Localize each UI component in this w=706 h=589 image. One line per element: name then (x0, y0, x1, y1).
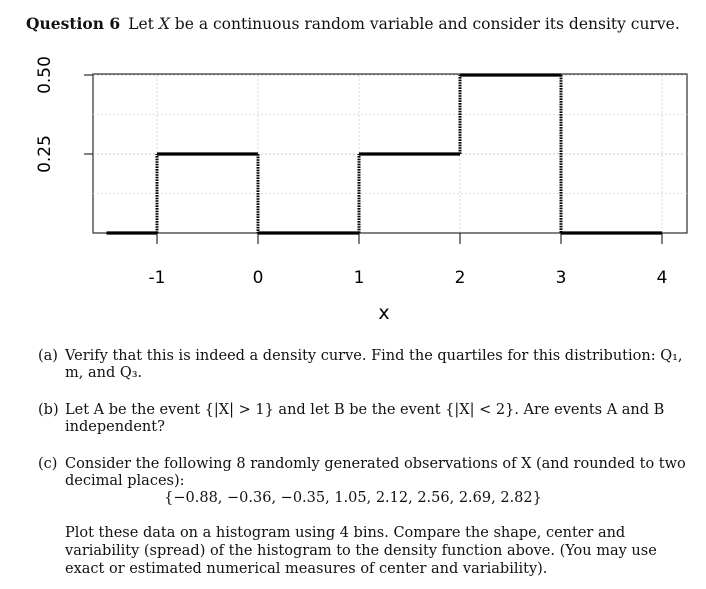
x-tick-label-3: 1 (353, 268, 365, 288)
x-tick-label-5: 3 (555, 268, 567, 288)
question-label: Question 6 (26, 14, 121, 33)
part-b-text: Let A be the event {|X| > 1} and let B be the event {|X| < 2}. Are events A and B independent? (65, 402, 665, 435)
x-tick-label-4: 2 (454, 268, 466, 288)
question-prompt-var: X (158, 15, 170, 33)
density-chart (0, 44, 706, 334)
part-a-text: Verify that this is indeed a density curve. Find the quartiles for this distribution: Q₁, m, and Q₃. (65, 348, 683, 381)
question-heading (26, 14, 680, 33)
observations-dataset: {−0.88, −0.36, −0.35, 1.05, 2.12, 2.56, 2.69, 2.82} (164, 490, 542, 506)
part-a-label: (a) (38, 348, 58, 364)
part-c-label: (c) (38, 456, 58, 472)
part-b (38, 402, 698, 436)
x-axis-label: x (378, 302, 390, 324)
part-c (38, 456, 698, 490)
part-c-instructions: Plot these data on a histogram using 4 bins. Compare the shape, center and variability (spread) of the histogram to the density function above. (You may use exact or estimated numerical measures of center and variability). (65, 525, 657, 577)
part-a (38, 348, 698, 382)
question-prompt-after: be a continuous random variable and consider its density curve. (169, 15, 680, 33)
question-prompt-before: Let (128, 15, 159, 33)
x-tick-label-1: -1 (148, 268, 166, 288)
y-tick-label-2: 0.50 (35, 56, 55, 94)
axis-layer (35, 56, 667, 288)
x-tick-label-6: 4 (656, 268, 668, 288)
part-b-label: (b) (38, 402, 59, 418)
x-tick-label-2: 0 (252, 268, 264, 288)
y-tick-label-1: 0.25 (35, 135, 55, 173)
part-c-text: Consider the following 8 randomly generated observations of X (and rounded to two decimal places): (65, 456, 686, 489)
